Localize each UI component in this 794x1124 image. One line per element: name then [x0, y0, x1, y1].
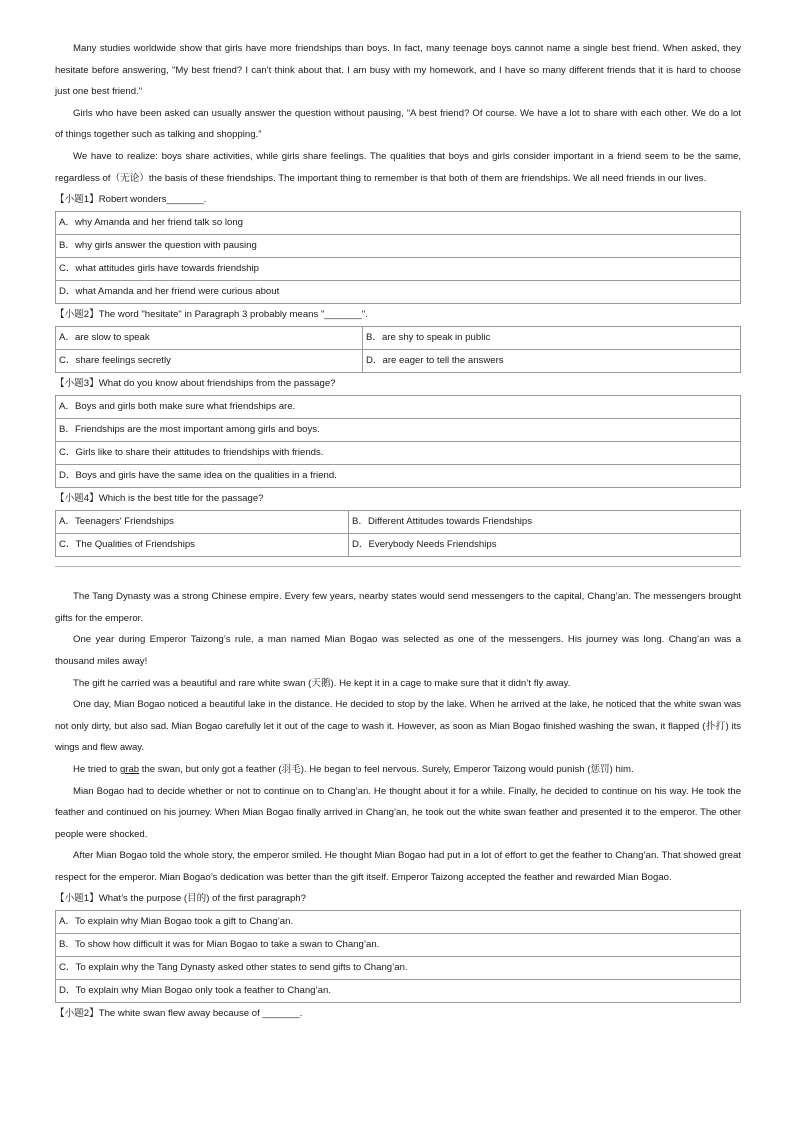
option-c[interactable]: C．what attitudes girls have towards friendship — [56, 258, 741, 281]
option-b[interactable]: B．are shy to speak in public — [363, 327, 741, 350]
option-b[interactable]: B．To show how difficult it was for Mian Bogao to take a swan to Chang’an. — [56, 934, 741, 957]
passage-2-paragraph-2: One year during Emperor Taizong’s rule, a man named Mian Bogao was selected as one of the messengers. His journey was long. Chang’an was a thousand miles away! — [55, 634, 741, 667]
option-c[interactable]: C．The Qualities of Friendships — [56, 534, 349, 557]
option-a[interactable]: A．Boys and girls both make sure what friendships are. — [56, 396, 741, 419]
question-stem: 【小题2】The word "hesitate" in Paragraph 3 probably means "_______". — [55, 309, 368, 321]
option-c[interactable]: C．share feelings secretly — [56, 350, 363, 373]
options-table — [55, 395, 741, 488]
passage-1-paragraph-2: Girls who have been asked can usually answer the question without pausing, “A best friend? Of course. We have a lot to share with each other. We do a lot of things together such as talking and shopping.” — [55, 107, 741, 141]
option-b[interactable]: B．why girls answer the question with pausing — [56, 235, 741, 258]
passage-1 — [55, 38, 741, 189]
option-d[interactable]: D．Boys and girls have the same idea on the qualities in a friend. — [56, 465, 741, 488]
option-a[interactable]: A．Teenagers' Friendships — [56, 511, 349, 534]
document-page — [55, 38, 741, 1025]
option-d[interactable]: D．Everybody Needs Friendships — [349, 534, 741, 557]
option-c[interactable]: C．Girls like to share their attitudes to friendships with friends. — [56, 442, 741, 465]
passage-1-paragraph-3: We have to realize: boys share activities, while girls share feelings. The qualities that boys and girls consider important in a friend seem to be the same, regardless of（无论）the basis of these friendships. The important thing to remember is that both of them are friendships. We all need friends in our lives. — [55, 150, 741, 184]
passage-2-paragraph-7: After Mian Bogao told the whole story, the emperor smiled. He thought Mian Bogao had put in a lot of effort to get the feather to Chang’an. That showed great respect for the emperor. Mian Bogao’s dedication was better than the gift itself. Emperor Taizong accepted the feather and rewarded Mian Bogao. — [55, 850, 741, 883]
options-table — [55, 326, 741, 373]
passage-2 — [55, 586, 741, 888]
question-stem: 【小题4】Which is the best title for the passage? — [55, 493, 264, 505]
underlined-word: grab — [119, 763, 140, 775]
option-a[interactable]: A．To explain why Mian Bogao took a gift to Chang’an. — [56, 911, 741, 934]
options-table — [55, 510, 741, 557]
option-b[interactable]: B．Friendships are the most important among girls and boys. — [56, 419, 741, 442]
option-d[interactable]: D．To explain why Mian Bogao only took a feather to Chang’an. — [56, 980, 741, 1003]
option-d[interactable]: D．are eager to tell the answers — [363, 350, 741, 373]
question-stem: 【小题1】Robert wonders_______. — [55, 194, 207, 206]
option-b[interactable]: B．Different Attitudes towards Friendships — [349, 511, 741, 534]
options-table — [55, 910, 741, 1003]
paragraph-text: the swan, but only got a feather (羽毛). He began to feel nervous. Surely, Emperor Taizong would punish (惩罚) him. — [139, 763, 634, 775]
option-c[interactable]: C．To explain why the Tang Dynasty asked other states to send gifts to Chang’an. — [56, 957, 741, 980]
passage-2-paragraph-4: One day, Mian Bogao noticed a beautiful lake in the distance. He decided to stop by the lake. When he arrived at the lake, he noticed that the white swan was not only dirty, but also sad. Mian Bogao carefully let it out of the cage to wash it. However, as soon as Mian Bogao finished washing the swan, it flapped (扑打) its wings and flew away. — [55, 699, 741, 754]
section-divider — [55, 566, 741, 567]
passage-2-paragraph-5 — [55, 759, 741, 781]
passage-2-paragraph-1: The Tang Dynasty was a strong Chinese empire. Every few years, nearby states would send messengers to the capital, Chang’an. The messengers brought gifts for the emperor. — [55, 591, 741, 624]
option-a[interactable]: A．why Amanda and her friend talk so long — [56, 212, 741, 235]
question-stem: 【小题1】What’s the purpose (目的) of the first paragraph? — [55, 893, 306, 905]
question-stem: 【小题2】The white swan flew away because of _______. — [55, 1008, 303, 1020]
option-a[interactable]: A．are slow to speak — [56, 327, 363, 350]
passage-2-paragraph-3: The gift he carried was a beautiful and rare white swan (天鹅). He kept it in a cage to make sure that it didn’t fly away. — [73, 677, 571, 689]
options-table — [55, 211, 741, 304]
question-stem: 【小题3】What do you know about friendships from the passage? — [55, 378, 336, 390]
option-d[interactable]: D．what Amanda and her friend were curious about — [56, 281, 741, 304]
passage-1-paragraph-1: Many studies worldwide show that girls have more friendships than boys. In fact, many teenage boys cannot name a single best friend. When asked, they hesitate before answering, "My best friend? I can't think about that. I am busy with my homework, and I have so many different friends that it is hard to choose just one best friend." — [55, 43, 741, 98]
passage-2-paragraph-6: Mian Bogao had to decide whether or not to continue on to Chang’an. He thought about it for a while. Finally, he decided to continue on his way. He took the feather and continued on his journey. When Mian Bogao finally arrived in Chang’an, he took out the white swan feather and presented it to the emperor. The other people were shocked. — [55, 785, 741, 840]
paragraph-text: He tried to — [73, 763, 120, 775]
